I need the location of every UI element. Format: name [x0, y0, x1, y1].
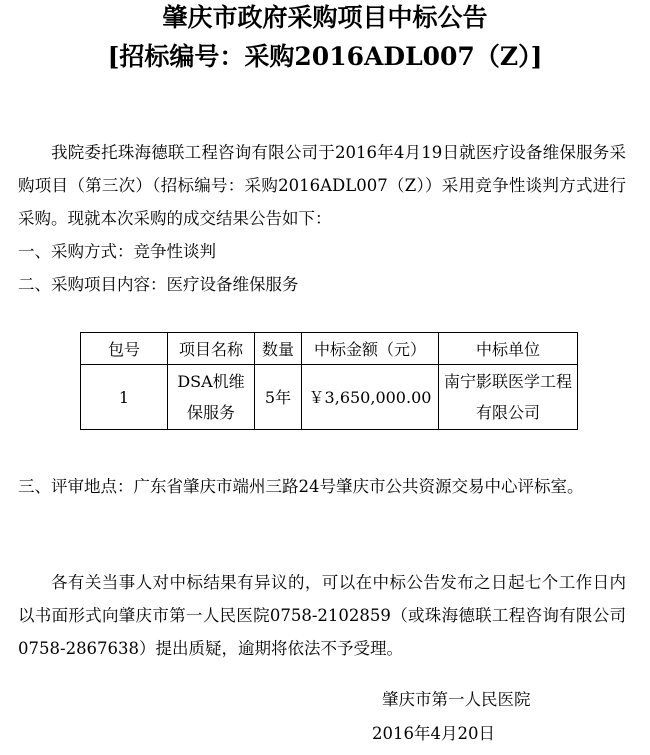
- col-header-package: 包号: [81, 333, 168, 365]
- intro-paragraph: 我院委托珠海德联工程咨询有限公司于2016年4月19日就医疗设备维保服务采购项目（第三次）（招标编号：采购2016ADL007（Z））采用竞争性谈判方式进行采购。现就本次采购的成交结果公告如下：: [18, 143, 626, 228]
- table-row: [81, 365, 578, 430]
- review-location: 三、评审地点：广东省肇庆市端州三路24号肇庆市公共资源交易中心评标室。: [18, 477, 584, 496]
- col-header-project-name: 项目名称: [168, 333, 255, 365]
- issue-date: 2016年4月20日: [372, 724, 495, 743]
- objection-paragraph: 各有关当事人对中标结果有异议的，可以在中标公告发布之日起七个工作日内以书面形式向肇庆市第一人民医院0758-2102859（或珠海德联工程咨询有限公司0758-2867638）提出质疑，逾期将依法不予受理。: [18, 573, 626, 658]
- cell-quantity: 5年: [255, 365, 302, 430]
- procurement-method: 一、采购方式：竞争性谈判: [18, 242, 216, 261]
- cell-package: 1: [81, 365, 168, 430]
- table-header-row: [81, 333, 578, 365]
- issuer-signature: 肇庆市第一人民医院: [382, 690, 531, 709]
- col-header-quantity: 数量: [255, 333, 302, 365]
- project-content: 二、采购项目内容：医疗设备维保服务: [18, 275, 299, 294]
- tender-number: [招标编号：采购2016ADL007（Z）]: [107, 42, 543, 71]
- col-header-winner: 中标单位: [439, 333, 578, 365]
- cell-winner: 南宁影联医学工程有限公司: [439, 365, 578, 430]
- col-header-amount: 中标金额（元）: [302, 333, 439, 365]
- notice-title: 肇庆市政府采购项目中标公告: [162, 3, 488, 32]
- cell-project-name: DSA机维保服务: [168, 365, 255, 430]
- result-table: [80, 332, 578, 430]
- cell-amount: ￥3,650,000.00: [302, 365, 439, 430]
